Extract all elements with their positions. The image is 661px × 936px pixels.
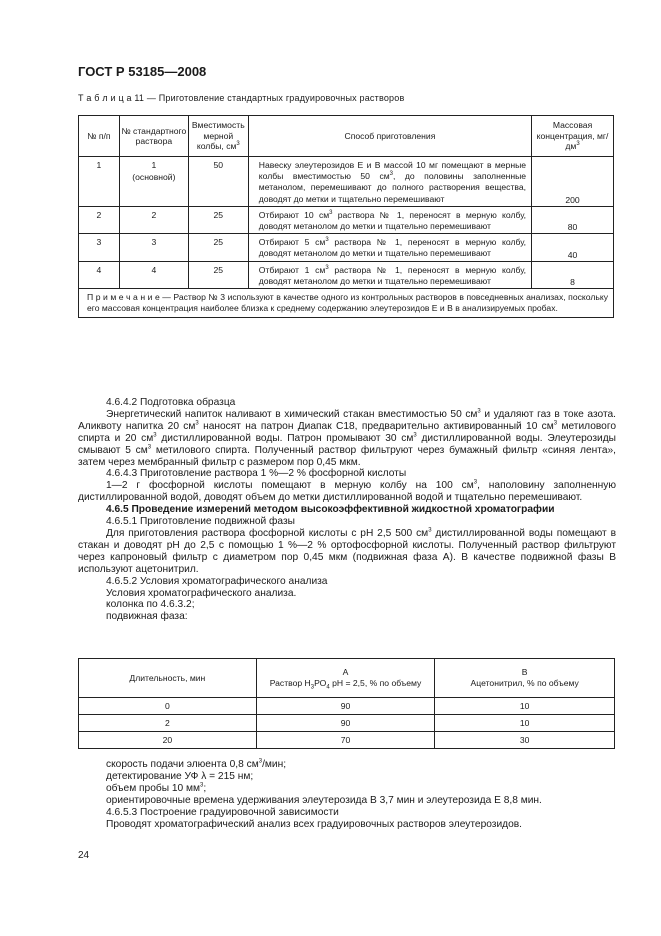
- row-phase-a: 90: [256, 698, 435, 715]
- section-465-title: 4.6.5 Проведение измерений методом высокоэффективной жидкостной хроматографии: [106, 504, 555, 516]
- table-row: [79, 261, 614, 288]
- table-row: [79, 715, 615, 732]
- row-phase-b: 10: [435, 715, 615, 732]
- row-phase-b: 30: [435, 732, 615, 749]
- row-phase-b: 10: [435, 698, 615, 715]
- section-text-2: [78, 759, 616, 830]
- section-4643-body: 1—2 г фосфорной кислоты помещают в мерную колбу на 100 $см^3$, наполовину заполненную дистиллированной водой, доводят объем до метки дистиллированной водой и тщательно перемешивают.: [78, 479, 616, 504]
- row-phase-a: 70: [256, 732, 435, 749]
- table11-note-row: [79, 289, 614, 318]
- table11-header-concentration: Массовая концентрация, $мг/дм^3$: [532, 116, 614, 157]
- row-number: 2: [79, 206, 120, 233]
- table11-header-volume: Вместимость мерной колбы, $см^3$: [188, 116, 248, 157]
- section-4642-title: 4.6.4.2 Подготовка образца: [106, 397, 236, 408]
- mobile-phase-header-row: [79, 659, 615, 698]
- table11-caption: Т а б л и ц а 11 — Приготовление стандартных градуировочных растворов: [78, 93, 405, 103]
- row-volume: 25: [188, 261, 248, 288]
- row-time: 20: [79, 732, 257, 749]
- table11-header-row: [79, 116, 614, 157]
- detection-line: детектирование УФ λ = 215 нм;: [106, 770, 254, 782]
- section-4651-title: 4.6.5.1 Приготовление подвижной фазы: [106, 516, 295, 528]
- table-row: [79, 157, 614, 207]
- table-row: [79, 234, 614, 261]
- row-concentration: 80: [532, 206, 614, 233]
- row-concentration: 8: [532, 261, 614, 288]
- row-method: Отбирают 1 $см^3$ раствора № 1, переносят в мерную колбу, доводят метанолом до метки и тщательно перемешивают: [248, 261, 531, 288]
- table11-header-solution: № стандартного раствора: [119, 116, 188, 157]
- row-solution: 1 (основной): [119, 157, 188, 207]
- section-4652-title: 4.6.5.2 Условия хроматографического анализа: [106, 575, 328, 587]
- section-4643-title: 4.6.4.3 Приготовление раствора 1 %—2 % фосфорной кислоты: [106, 468, 407, 480]
- row-volume: 25: [188, 206, 248, 233]
- mobile-phase-header-b: В Ацетонитрил, % по объему: [435, 659, 615, 698]
- table11-header-number: № п/п: [79, 116, 120, 157]
- section-4653-title: 4.6.5.3 Построение градуировочной зависимости: [106, 806, 339, 818]
- row-number: 3: [79, 234, 120, 261]
- mobile-phase-header-a: А Раствор $Н_3РО_4$ pH = 2,5, % по объему: [256, 659, 435, 698]
- row-concentration: 40: [532, 234, 614, 261]
- table-row: [79, 698, 615, 715]
- row-number: 4: [79, 261, 120, 288]
- row-method: Отбирают 10 $см^3$ раствора № 1, переносят в мерную колбу, доводят метанолом до метки и тщательно перемешивают: [248, 206, 531, 233]
- row-volume: 50: [188, 157, 248, 207]
- flow-rate-line: скорость подачи элюента 0,8 $см^3$/мин;: [106, 758, 287, 770]
- table11-header-method: Способ приготовления: [248, 116, 531, 157]
- section-4651-body: Для приготовления раствора фосфорной кислоты с pH 2,5 500 $см^3$ дистиллированной воды помещают в стакан и доводят pH до 2,5 с помощью 1 %—2 % ортофосфорной кислоты. Полученный раствор фильтруют через капроновый фильтр с диаметром пор 0,45 мкм (подвижная фаза А). В качестве подвижной фазы В используют ацетонитрил.: [78, 527, 616, 575]
- mobile-phase-header-time: Длительность, мин: [79, 659, 257, 698]
- table11: [78, 115, 614, 318]
- sample-volume-line: объем пробы 10 $мм^3$;: [106, 782, 207, 794]
- section-4652-line-2: колонка по 4.6.3.2;: [106, 599, 195, 611]
- row-solution: 2: [119, 206, 188, 233]
- row-phase-a: 90: [256, 715, 435, 732]
- standard-title: ГОСТ Р 53185—2008: [78, 64, 207, 79]
- section-4653-body: Проводят хроматографический анализ всех градуировочных растворов элеутерозидов.: [106, 818, 523, 830]
- section-4652-line-3: подвижная фаза:: [106, 611, 188, 623]
- row-solution: 3: [119, 234, 188, 261]
- page-number: 24: [78, 850, 90, 861]
- retention-times-line: ориентировочные времена удерживания элеутерозида В 3,7 мин и элеутерозида Е 8,8 мин.: [106, 794, 542, 806]
- row-time: 2: [79, 715, 257, 732]
- row-concentration: 200: [532, 157, 614, 207]
- row-volume: 25: [188, 234, 248, 261]
- row-method: Навеску элеутерозидов Е и В массой 10 мг помещают в мерные колбы вместимостью 50 $см^3$, до половины заполненные метанолом, перемешивают до полного растворения вещества, доводят до метки и тщательно перемешивают: [248, 157, 531, 207]
- row-number: 1: [79, 157, 120, 207]
- row-method: Отбирают 5 $см^3$ раствора № 1, переносят в мерную колбу, доводят метанолом до метки и тщательно перемешивают: [248, 234, 531, 261]
- section-text-1: [78, 397, 616, 623]
- mobile-phase-table: [78, 658, 615, 749]
- table-row: [79, 732, 615, 749]
- table-row: [79, 206, 614, 233]
- section-4652-line-1: Условия хроматографического анализа.: [106, 587, 297, 599]
- section-4642-body: Энергетический напиток наливают в химический стакан вместимостью 50 $см^3$ и удаляют газ в токе азота. Аликвоту напитка 20 $см^3$ наносят на патрон Диапак С18, предварительно активированный 10 $см^3$ метилового спирта и 20 $см^3$ дистиллированной воды. Патрон промывают 30 $см^3$ дистиллированной воды. Элеутерозиды смывают 5 $см^3$ метилового спирта. Полученный раствор фильтруют через бумажный фильтр «синяя лента», затем через мембранный фильтр с размером пор 0,45 мкм.: [78, 408, 616, 468]
- table11-note: П р и м е ч а н и е — Раствор № 3 используют в качестве одного из контрольных растворов в повседневных анализах, поскольку его массовая концентрация наиболее близка к среднему содержанию элеутерозидов Е и В в анализируемых пробах.: [79, 289, 614, 318]
- row-time: 0: [79, 698, 257, 715]
- row-solution: 4: [119, 261, 188, 288]
